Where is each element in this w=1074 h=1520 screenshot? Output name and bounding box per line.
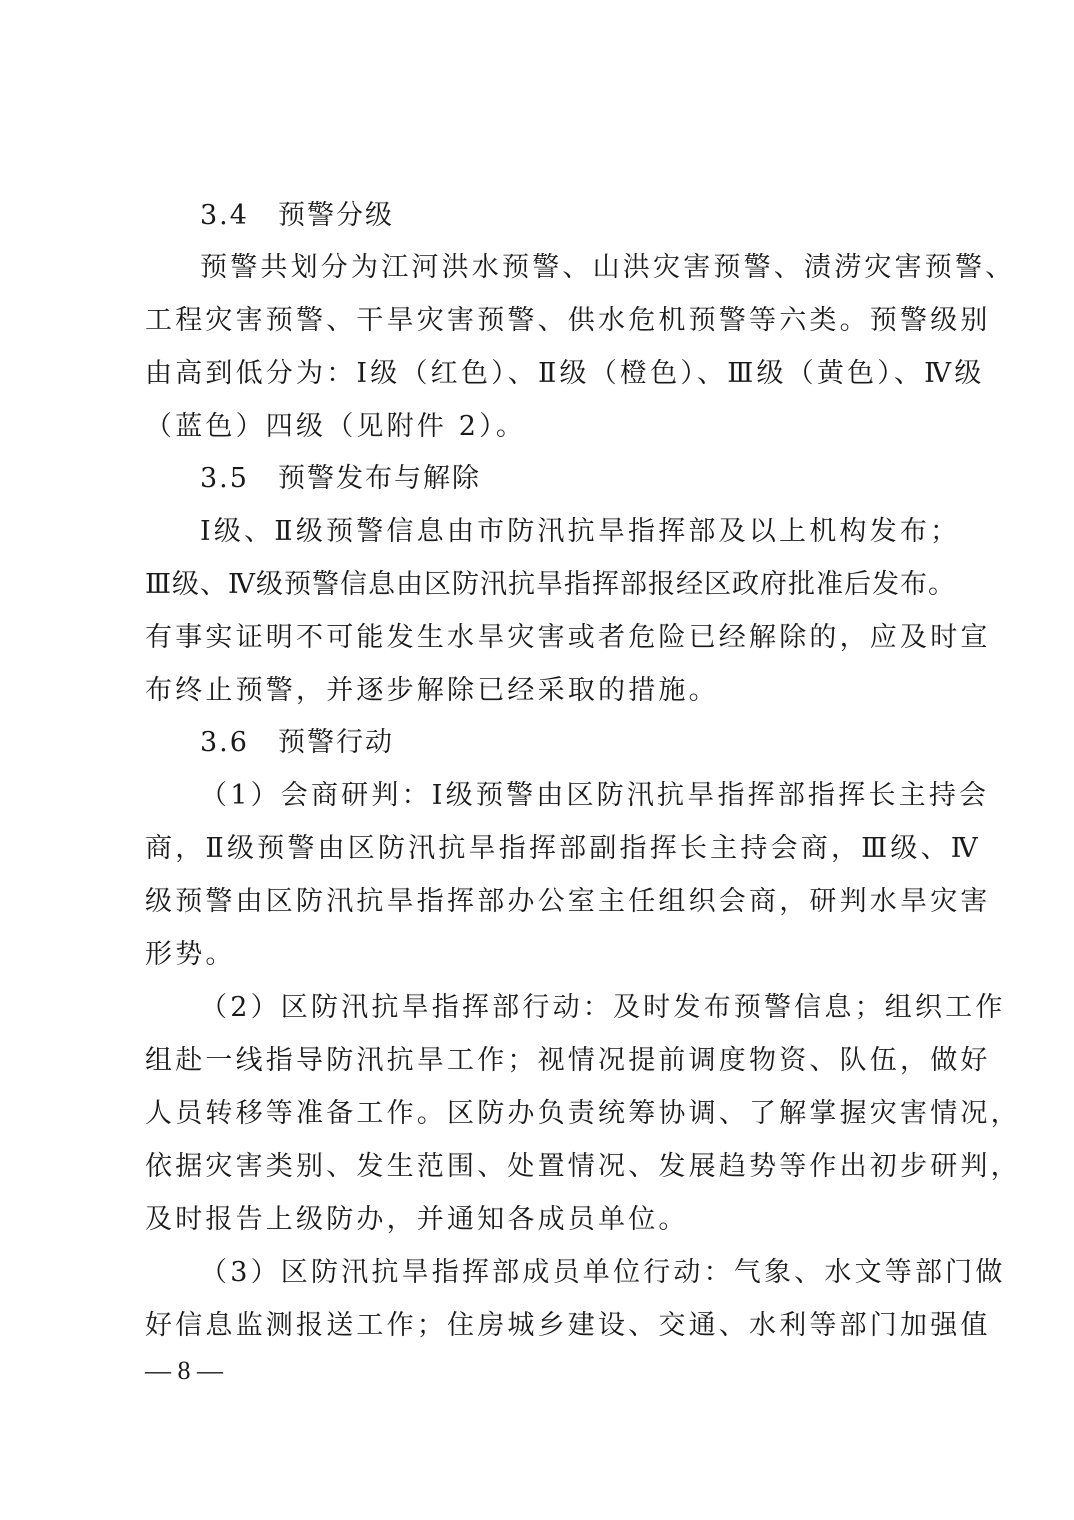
section-heading-3-5: 3.5 预警发布与解除 bbox=[200, 463, 481, 494]
section-heading-3-4: 3.4 预警分级 bbox=[200, 200, 394, 231]
paragraph-line: 有事实证明不可能发生水旱灾害或者危险已经解除的，应及时宣 bbox=[145, 622, 991, 653]
paragraph-line: （3）区防汛抗旱指挥部成员单位行动：气象、水文等部门做 bbox=[200, 1257, 1006, 1288]
paragraph-line: 预警共划分为江河洪水预警、山洪灾害预警、渍涝灾害预警、 bbox=[200, 252, 1016, 283]
paragraph-line: 好信息监测报送工作；住房城乡建设、交通、水利等部门加强值 bbox=[145, 1310, 991, 1341]
paragraph-line: 人员转移等准备工作。区防办负责统筹协调、了解掌握灾害情况， bbox=[145, 1098, 1021, 1129]
paragraph-line: 形势。 bbox=[145, 939, 236, 970]
paragraph-line: 组赴一线指导防汛抗旱工作；视情况提前调度物资、队伍，做好 bbox=[145, 1045, 991, 1076]
page-number: — 8 — bbox=[145, 1356, 223, 1385]
paragraph-line: （蓝色）四级（见附件 2）。 bbox=[145, 411, 527, 442]
paragraph-line: 级预警由区防汛抗旱指挥部办公室主任组织会商，研判水旱灾害 bbox=[145, 886, 991, 917]
section-heading-3-6: 3.6 预警行动 bbox=[200, 727, 394, 758]
paragraph-line: （2）区防汛抗旱指挥部行动：及时发布预警信息；组织工作 bbox=[200, 992, 1006, 1023]
paragraph-line: 布终止预警，并逐步解除已经采取的措施。 bbox=[145, 675, 719, 706]
paragraph-line: 及时报告上级防办，并通知各成员单位。 bbox=[145, 1204, 689, 1235]
paragraph-line: 依据灾害类别、发生范围、处置情况、发展趋势等作出初步研判， bbox=[145, 1151, 1021, 1182]
paragraph-line: 由高到低分为：Ⅰ级（红色）、Ⅱ级（橙色）、Ⅲ级（黄色）、Ⅳ级 bbox=[145, 358, 985, 389]
paragraph-line: 商，Ⅱ级预警由区防汛抗旱指挥部副指挥长主持会商，Ⅲ级、Ⅳ bbox=[145, 833, 981, 864]
paragraph-line: Ⅰ级、Ⅱ级预警信息由市防汛抗旱指挥部及以上机构发布； bbox=[200, 516, 961, 547]
paragraph-line: 工程灾害预警、干旱灾害预警、供水危机预警等六类。预警级别 bbox=[145, 305, 991, 336]
paragraph-line: （1）会商研判：Ⅰ级预警由区防汛抗旱指挥部指挥长主持会 bbox=[200, 780, 990, 811]
paragraph-line: Ⅲ级、Ⅳ级预警信息由区防汛抗旱指挥部报经区政府批准后发布。 bbox=[145, 569, 957, 600]
